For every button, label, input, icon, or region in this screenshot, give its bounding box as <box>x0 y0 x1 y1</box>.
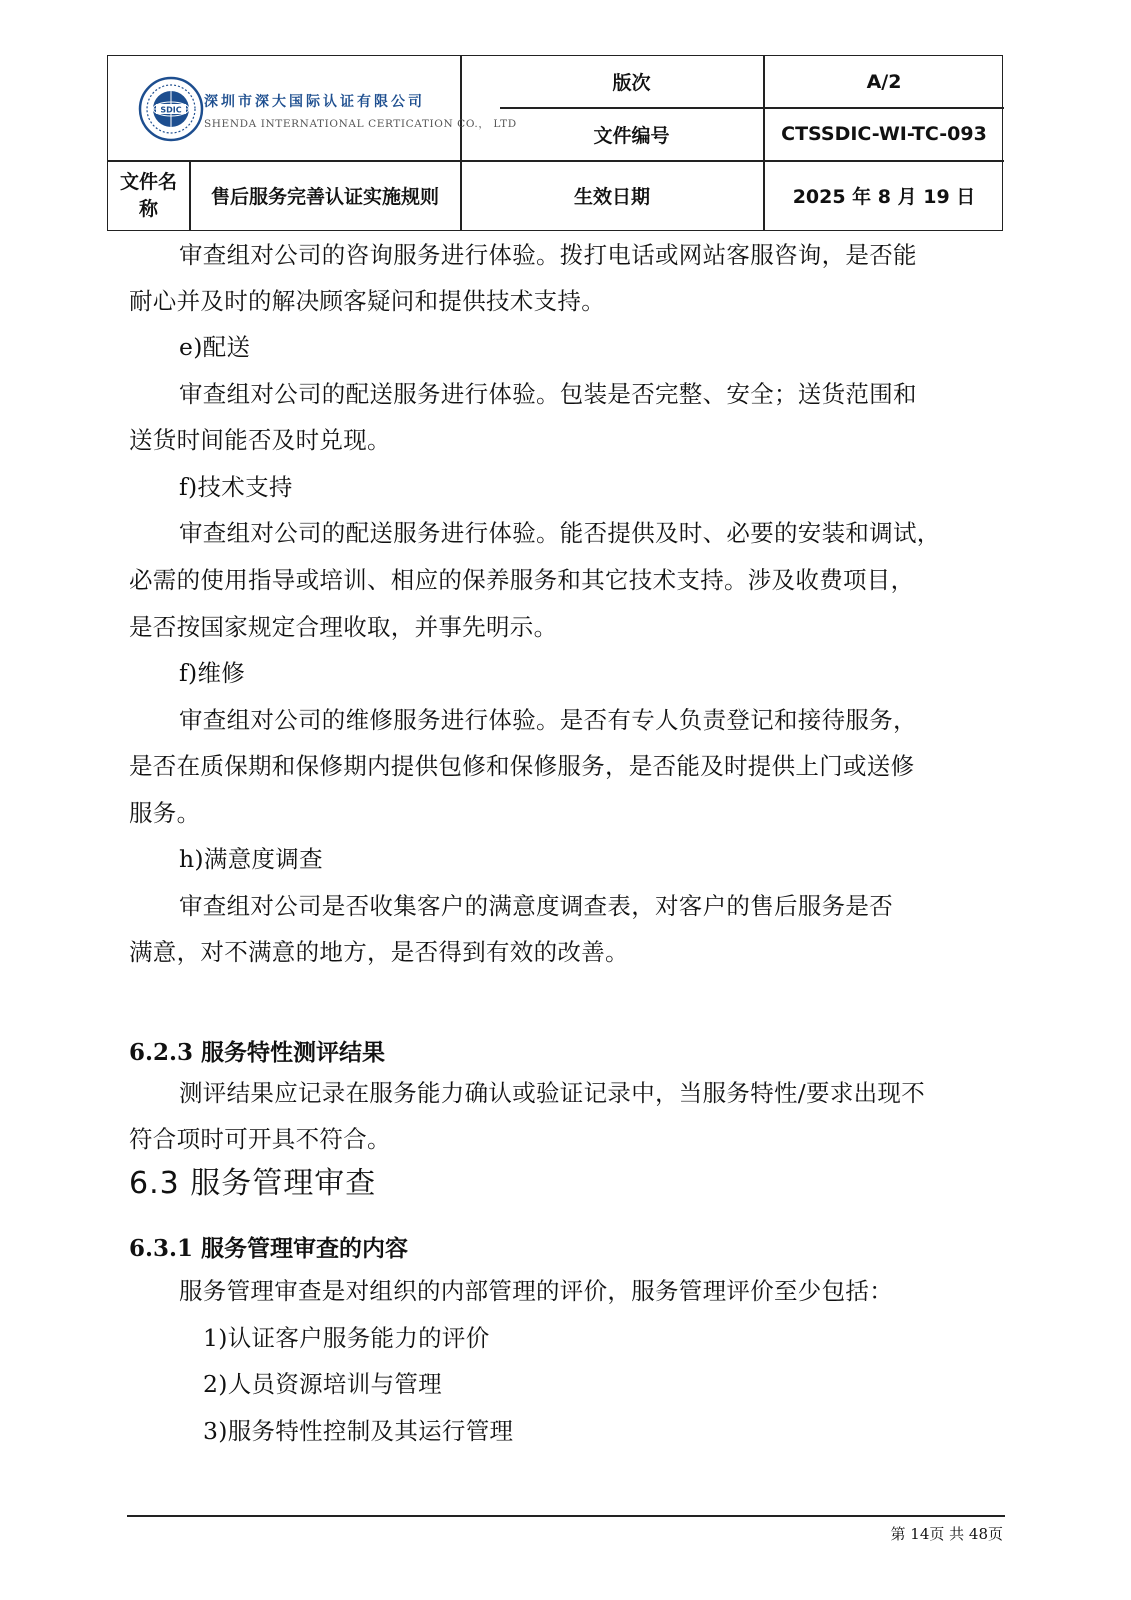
logo-text: SDIC <box>160 105 182 115</box>
paragraph-tech-support-line3: 是否按国家规定合理收取，并事先明示。 <box>129 613 558 641</box>
paragraph-repair-line2: 是否在质保期和保修期内提供包修和保修服务，是否能及时提供上门或送修 <box>129 752 915 780</box>
paragraph-consulting-line2: 耐心并及时的解决顾客疑问和提供技术支持。 <box>129 287 605 315</box>
effective-date-value: 2025 年 8 月 19 日 <box>792 186 976 208</box>
paragraph-results-line2: 符合项时可开具不符合。 <box>129 1125 391 1153</box>
doc-name-label-line1: 文件名 <box>119 170 177 193</box>
company-logo <box>138 76 518 146</box>
item-heading-tech-support: f)技术支持 <box>179 473 293 501</box>
section-heading-6-3: 6.3 服务管理审查 <box>129 1166 377 1201</box>
list-item: 1)认证客户服务能力的评价 <box>203 1324 490 1352</box>
paragraph-tech-support-line2: 必需的使用指导或培训、相应的保养服务和其它技术支持。涉及收费项目， <box>129 566 915 594</box>
section-heading-6-2-3: 6.2.3 服务特性测评结果 <box>129 1039 386 1066</box>
company-name-en: SHENDA INTERNATIONAL CERTICATION CO.， LTD <box>204 118 517 130</box>
doc-name-label <box>108 161 189 230</box>
version-label: 版次 <box>612 72 651 94</box>
paragraph-delivery-line2: 送货时间能否及时兑现。 <box>129 426 391 454</box>
item-heading-repair: f)维修 <box>179 659 246 687</box>
paragraph-repair-line1: 审查组对公司的维修服务进行体验。是否有专人负责登记和接待服务， <box>179 706 917 734</box>
item-heading-satisfaction: h)满意度调查 <box>179 845 323 873</box>
paragraph-satisfaction-line1: 审查组对公司是否收集客户的满意度调查表，对客户的售后服务是否 <box>179 892 893 920</box>
paragraph-results-line1: 测评结果应记录在服务能力确认或验证记录中，当服务特性/要求出现不 <box>179 1079 926 1107</box>
paragraph-consulting-line1: 审查组对公司的咨询服务进行体验。拨打电话或网站客服咨询，是否能 <box>179 241 917 269</box>
document-header-table <box>107 55 1003 231</box>
paragraph-delivery-line1: 审查组对公司的配送服务进行体验。包装是否完整、安全；送货范围和 <box>179 380 917 408</box>
paragraph-satisfaction-line2: 满意，对不满意的地方，是否得到有效的改善。 <box>129 938 629 966</box>
version-value: A/2 <box>866 70 902 93</box>
page-number: 第 14页 共 48页 <box>890 1525 1003 1543</box>
doc-number-value: CTSSDIC-WI-TC-093 <box>781 123 987 145</box>
list-item: 2)人员资源培训与管理 <box>203 1370 442 1398</box>
doc-name-label-line2: 称 <box>138 197 158 220</box>
doc-number-label: 文件编号 <box>593 124 670 147</box>
footer-rule <box>127 1515 1005 1517</box>
list-item: 3)服务特性控制及其运行管理 <box>203 1417 514 1445</box>
company-name-cn: 深圳市深大国际认证有限公司 <box>204 94 425 110</box>
company-seal-icon <box>138 76 204 142</box>
effective-date-label: 生效日期 <box>573 186 650 208</box>
section-heading-6-3-1: 6.3.1 服务管理审查的内容 <box>129 1235 409 1262</box>
doc-name-value: 售后服务完善认证实施规则 <box>210 186 439 208</box>
paragraph-repair-line3: 服务。 <box>129 799 201 827</box>
paragraph-tech-support-line1: 审查组对公司的配送服务进行体验。能否提供及时、必要的安装和调试， <box>179 519 941 547</box>
paragraph-management-review: 服务管理审查是对组织的内部管理的评价，服务管理评价至少包括： <box>179 1277 893 1305</box>
item-heading-delivery: e)配送 <box>179 333 251 361</box>
